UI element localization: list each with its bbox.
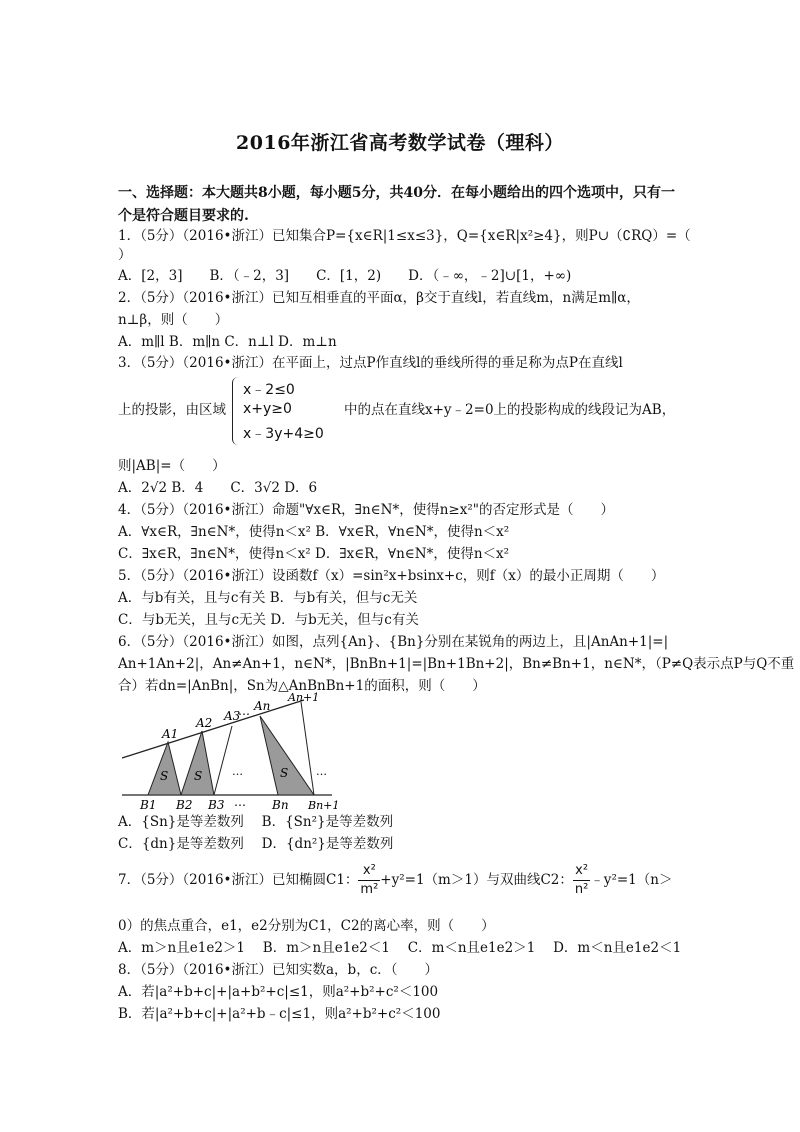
q7-cont: 0）的焦点重合，e1，e2分别为C1，C2的离心率，则（ ） <box>118 918 495 934</box>
label-an1: An+1 <box>288 691 320 704</box>
dots-mid: … <box>232 765 243 778</box>
label-b1: B1 <box>140 798 157 810</box>
area-s-n: S <box>280 766 289 780</box>
q2-stem: 2．（5分）（2016•浙江）已知互相垂直的平面α，β交于直线l，若直线m，n满足m∥α， <box>118 290 640 306</box>
q8-option-a: A．若|a²+b+c|+|a+b²+c|≤1，则a²+b²+c²＜100 <box>118 984 439 1000</box>
q7-post: ﹣y²=1（n＞ <box>590 872 673 888</box>
triangle-2 <box>181 731 214 795</box>
q1-options: A．[2，3] B．（﹣2，3] C．[1，2) D．（﹣∞，﹣2]∪[1，+∞) <box>118 268 572 284</box>
area-s-2: S <box>194 769 203 783</box>
dots-top: … <box>238 704 250 718</box>
q3-stem: 3．（5分）（2016•浙江）在平面上，过点P作直线l的垂线所得的垂足称为点P在直线l <box>118 355 623 371</box>
q3-post: 中的点在直线x+y﹣2=0上的投影构成的线段记为AB， <box>344 402 676 418</box>
label-b3: B3 <box>208 798 225 810</box>
q6-figure <box>118 690 358 810</box>
q3-ineq-1: x﹣2≤0 <box>243 382 295 398</box>
q4-stem: 4．（5分）（2016•浙江）命题"∀x∈R，∃n∈N*，使得n≥x²"的否定形式是（ ） <box>118 502 614 518</box>
q8-stem: 8．（5分）（2016•浙江）已知实数a，b，c．（ ） <box>118 962 438 978</box>
q6-options-ab: A．{Sn}是等差数列 B．{Sn²}是等差数列 <box>118 814 394 830</box>
q7-options: A．m＞n且e1e2＞1 B．m＞n且e1e2＜1 C．m＜n且e1e2＞1 D．m＜n且e1e2＜1 <box>118 940 682 956</box>
q6-stem: 6．（5分）（2016•浙江）如图，点列{An}、{Bn}分别在某锐角的两边上，且|AnAn+1|=| <box>118 634 669 650</box>
label-bn1: Bn+1 <box>308 799 340 810</box>
triangle-n <box>260 716 314 795</box>
q7-frac2-den: n² <box>574 882 589 897</box>
q7-frac2-num: x² <box>573 862 590 881</box>
q1-stem: 1．（5分）（2016•浙江）已知集合P={x∈R|1≤x≤3}，Q={x∈R|x²≥4}，则P∪（∁RQ）=（ <box>118 228 691 244</box>
q7-fraction-1 <box>358 862 380 899</box>
q2-options: A．m∥l B．m∥n C．n⊥l D．m⊥n <box>118 334 337 350</box>
dots-right: … <box>316 765 327 778</box>
q6-options-cd: C．{dn}是等差数列 D．{dn²}是等差数列 <box>118 836 394 852</box>
label-an: An <box>254 699 271 713</box>
q5-stem: 5．（5分）（2016•浙江）设函数f（x）=sin²x+bsinx+c，则f（x）的最小正周期（ ） <box>118 568 665 584</box>
q4-options-cd: C．∃x∈R，∃n∈N*，使得n＜x² D．∃x∈R，∀n∈N*，使得n＜x² <box>118 546 510 562</box>
section-heading: 一、选择题：本大题共8小题，每小题5分，共40分．在每小题给出的四个选项中，只有一个是符合题目要求的. <box>118 185 675 224</box>
q4-options-ab: A．∀x∈R，∃n∈N*，使得n＜x² B．∀x∈R，∀n∈N*，使得n＜x² <box>118 524 510 540</box>
label-b2: B2 <box>176 798 193 810</box>
q3-ask: 则|AB|=（ ） <box>118 458 226 474</box>
q7-fraction-2 <box>573 862 590 899</box>
area-s-1: S <box>160 769 169 783</box>
q8-option-b: B．若|a²+b+c|+|a²+b﹣c|≤1，则a²+b²+c²＜100 <box>118 1006 441 1022</box>
q7-frac1-den: m² <box>360 882 379 897</box>
dots-bottom: … <box>234 795 246 809</box>
q3-ineq-3: x﹣3y+4≥0 <box>243 426 324 442</box>
q3-options: A．2√2 B．4 C．3√2 D．6 <box>118 480 318 496</box>
q6-line2: An+1An+2|，An≠An+1，n∈N*，|BnBn+1|=|Bn+1Bn+2|，Bn≠Bn+1，n∈N*，（P≠Q表示点P与Q不重 <box>118 656 795 672</box>
q5-options-ab: A．与b有关，且与c有关 B．与b有关，但与c无关 <box>118 590 418 606</box>
page-title: 2016年浙江省高考数学试卷（理科） <box>236 132 564 154</box>
q3-inequality-system <box>232 377 333 445</box>
q2-stem-cont: n⊥β，则（ ） <box>118 312 229 328</box>
q1-stem-end: ） <box>118 247 132 263</box>
segment-b3-a3 <box>214 726 232 795</box>
q5-options-cd: C．与b无关，且与c无关 D．与b无关，但与c有关 <box>118 612 419 628</box>
label-a1: A1 <box>162 727 179 741</box>
label-a3: A3 <box>224 709 241 723</box>
q7-mid: +y²=1（m＞1）与双曲线C2： <box>380 872 573 888</box>
q3-ineq-2: x+y≥0 <box>243 401 292 417</box>
q7-frac1-num: x² <box>358 862 380 881</box>
q6-line3: 合）若dn=|AnBn|，Sn为△AnBnBn+1的面积，则（ ） <box>118 678 486 694</box>
q3-pre: 上的投影，由区域 <box>118 402 226 418</box>
q7-pre: 7．（5分）（2016•浙江）已知椭圆C1： <box>118 872 359 888</box>
label-a2: A2 <box>196 716 213 730</box>
q7-stem <box>118 858 672 902</box>
label-bn: Bn <box>272 798 289 810</box>
